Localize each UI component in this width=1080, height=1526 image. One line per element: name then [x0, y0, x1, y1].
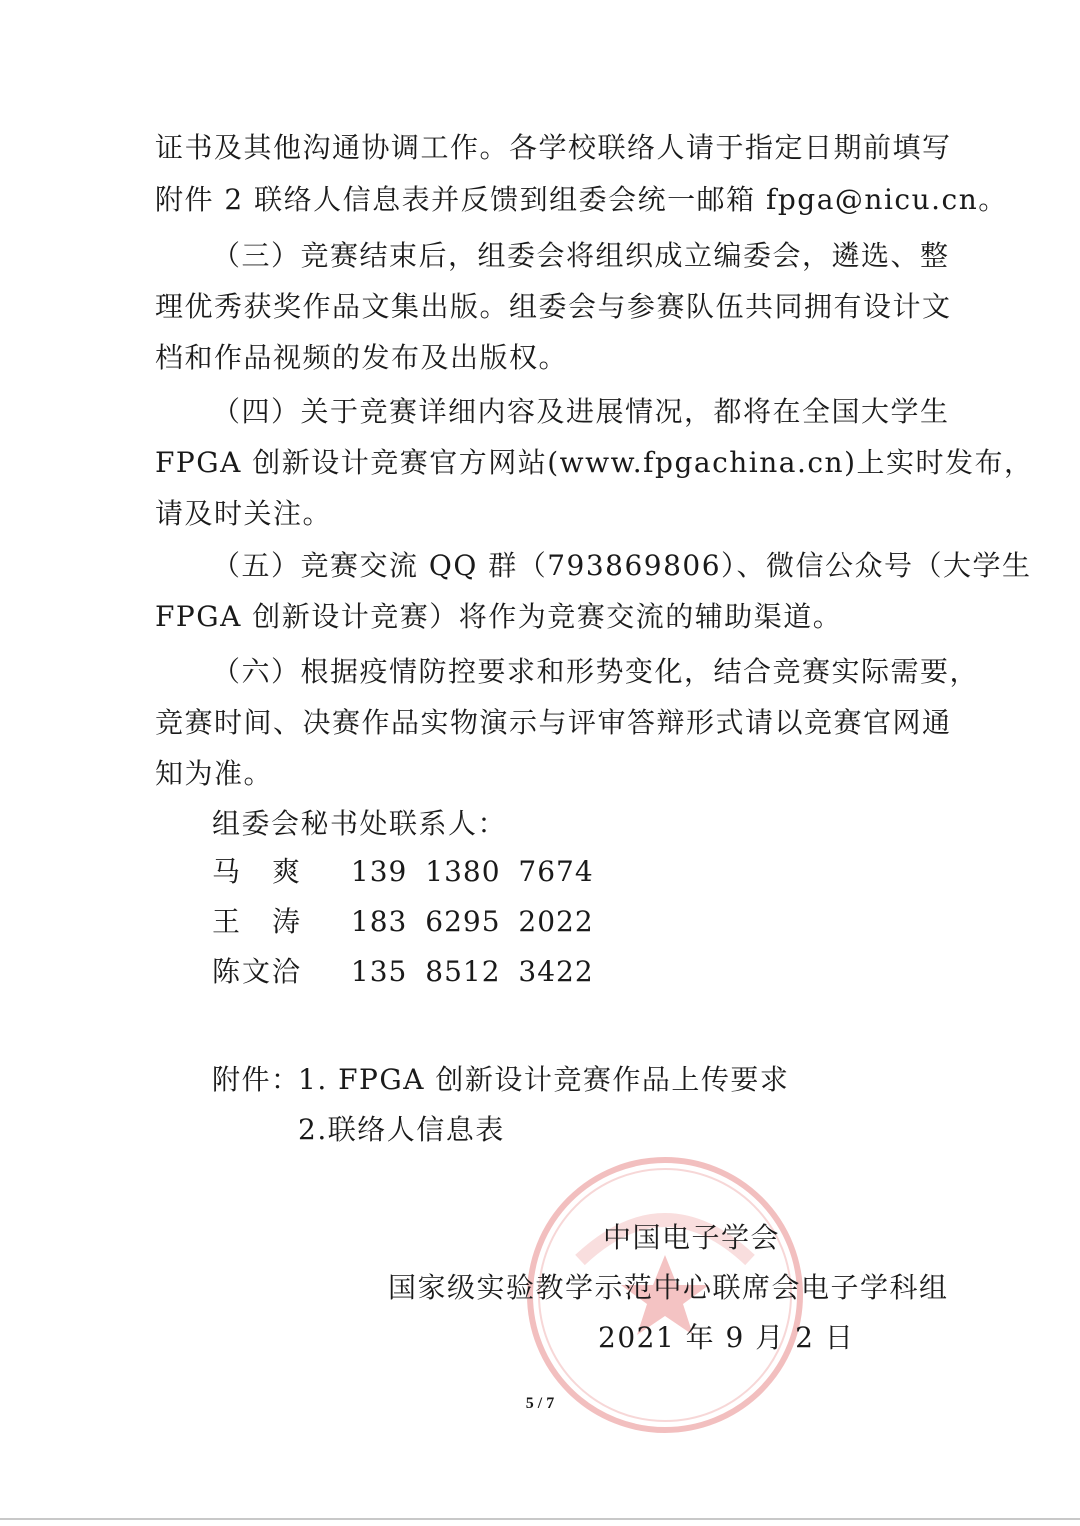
contacts-heading: 组委会秘书处联系人：: [212, 807, 508, 840]
contact-phone: 139 1380 7674: [350, 855, 594, 888]
body-line-6: （四）关于竞赛详细内容及进展情况，都将在全国大学生: [212, 395, 950, 428]
contact-name: 王 涛: [212, 905, 303, 938]
body-line-11: （六）根据疫情防控要求和形势变化，结合竞赛实际需要，: [212, 655, 980, 688]
body-line-9: （五）竞赛交流 QQ 群（793869806）、微信公众号（大学生: [212, 549, 1032, 582]
body-line-1: 证书及其他沟通协调工作。各学校联络人请于指定日期前填写: [155, 131, 952, 164]
body-line-7: FPGA 创新设计竞赛官方网站(www.fpgachina.cn)上实时发布，: [155, 446, 1034, 479]
signature-org-1: 中国电子学会: [603, 1221, 781, 1254]
page-bottom-divider: [0, 1518, 1080, 1520]
body-line-3: （三）竞赛结束后，组委会将组织成立编委会，遴选、整: [212, 239, 950, 272]
contact-phone: 135 8512 3422: [350, 955, 594, 988]
contact-row: [212, 852, 594, 892]
attachment-item-1: 1. FPGA 创新设计竞赛作品上传要求: [298, 1063, 790, 1096]
body-line-12: 竞赛时间、决赛作品实物演示与评审答辩形式请以竞赛官网通: [155, 706, 952, 739]
contact-name: 陈文洽: [212, 955, 303, 988]
body-line-8: 请及时关注。: [155, 497, 333, 530]
body-line-4: 理优秀获奖作品文集出版。组委会与参赛队伍共同拥有设计文: [155, 290, 952, 323]
body-line-2: 附件 2 联络人信息表并反馈到组委会统一邮箱 fpga@nicu.cn。: [155, 183, 1008, 216]
attachment-item-2: 2.联络人信息表: [298, 1113, 505, 1146]
signature-org-2: 国家级实验教学示范中心联席会电子学科组: [388, 1271, 949, 1304]
body-line-10: FPGA 创新设计竞赛）将作为竞赛交流的辅助渠道。: [155, 600, 843, 633]
page-number: 5 / 7: [525, 1395, 555, 1412]
contact-phone: 183 6295 2022: [350, 905, 594, 938]
body-line-5: 档和作品视频的发布及出版权。: [155, 341, 569, 374]
signature-date: 2021 年 9 月 2 日: [598, 1321, 855, 1354]
contact-row: [212, 952, 594, 992]
contact-name: 马 爽: [212, 855, 303, 888]
body-line-13: 知为准。: [155, 757, 274, 790]
contact-row: [212, 902, 594, 942]
attachments-label: 附件：: [212, 1063, 301, 1096]
